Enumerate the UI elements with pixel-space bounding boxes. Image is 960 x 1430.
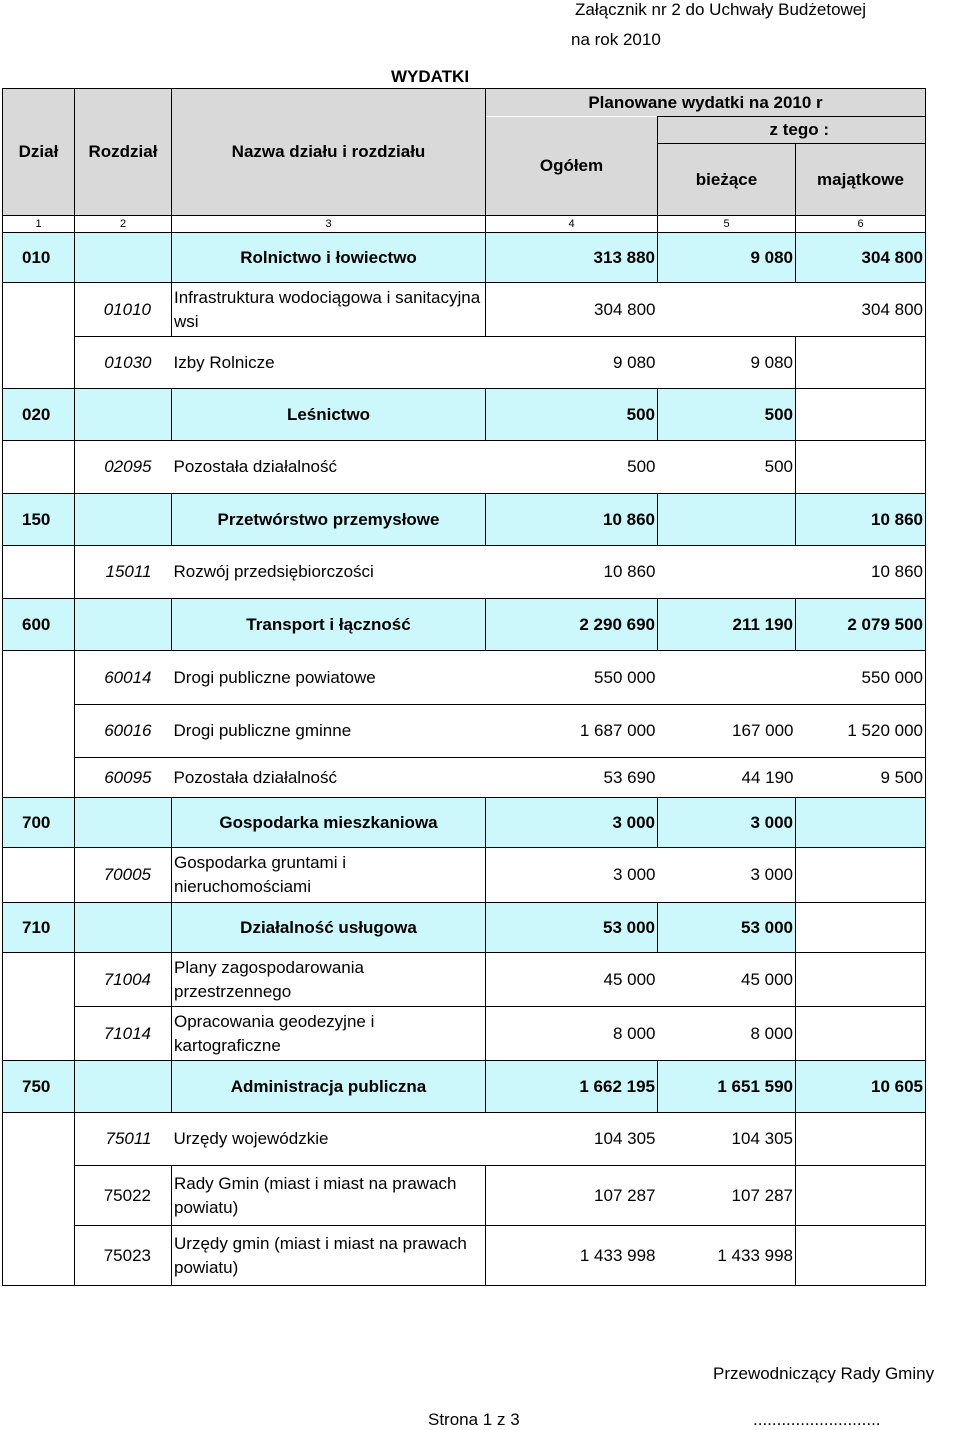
header-majatkowe: majątkowe bbox=[796, 144, 926, 216]
rozdzial-name: Infrastruktura wodociągowa i sanitacyjna wsi bbox=[172, 283, 486, 337]
dzial-code: 010 bbox=[3, 233, 75, 283]
rozdzial-name: Opracowania geodezyjne i kartograficzne bbox=[172, 1007, 486, 1061]
amount-majatkowe: 10 860 bbox=[796, 546, 926, 599]
amount-majatkowe bbox=[796, 1007, 926, 1061]
amount-majatkowe: 10 860 bbox=[796, 494, 926, 546]
amount-ogolem: 104 305 bbox=[486, 1113, 658, 1166]
amount-ogolem: 10 860 bbox=[486, 546, 658, 599]
amount-ogolem: 550 000 bbox=[486, 651, 658, 705]
header-ogolem: Ogółem bbox=[486, 117, 658, 216]
rozdzial-name: Izby Rolnicze bbox=[172, 337, 486, 389]
table-row-section bbox=[3, 233, 926, 283]
rozdzial-code: 60095 bbox=[75, 758, 172, 798]
table-row bbox=[3, 546, 926, 599]
amount-majatkowe bbox=[796, 1166, 926, 1226]
amount-majatkowe bbox=[796, 848, 926, 903]
dzial-code bbox=[3, 705, 75, 758]
rozdzial-code: 15011 bbox=[75, 546, 172, 599]
table-row bbox=[3, 337, 926, 389]
rozdzial-name: Urzędy wojewódzkie bbox=[172, 1113, 486, 1166]
table-row bbox=[3, 848, 926, 903]
dzial-code bbox=[3, 1166, 75, 1226]
table-row bbox=[3, 1007, 926, 1061]
amount-biezace bbox=[658, 546, 796, 599]
rozdzial-name: Drogi publiczne gminne bbox=[172, 705, 486, 758]
rozdzial-code bbox=[75, 389, 172, 441]
amount-majatkowe: 304 800 bbox=[796, 283, 926, 337]
amount-biezace: 9 080 bbox=[658, 337, 796, 389]
rozdzial-code: 71014 bbox=[75, 1007, 172, 1061]
rozdzial-code: 01010 bbox=[75, 283, 172, 337]
amount-majatkowe: 550 000 bbox=[796, 651, 926, 705]
table-row bbox=[3, 283, 926, 337]
dzial-code bbox=[3, 953, 75, 1007]
amount-majatkowe bbox=[796, 389, 926, 441]
table-row bbox=[3, 758, 926, 798]
amount-ogolem: 10 860 bbox=[486, 494, 658, 546]
dzial-code bbox=[3, 758, 75, 798]
rozdzial-code: 71004 bbox=[75, 953, 172, 1007]
amount-biezace: 44 190 bbox=[658, 758, 796, 798]
rozdzial-code bbox=[75, 599, 172, 651]
signature-line: ........................... bbox=[753, 1410, 881, 1429]
attachment-note-line2: na rok 2010 bbox=[571, 30, 661, 49]
amount-biezace: 9 080 bbox=[658, 233, 796, 283]
page-number: Strona 1 z 3 bbox=[428, 1410, 520, 1429]
amount-biezace: 211 190 bbox=[658, 599, 796, 651]
amount-ogolem: 304 800 bbox=[486, 283, 658, 337]
rozdzial-name: Gospodarka gruntami i nieruchomościami bbox=[172, 848, 486, 903]
header-z-tego: z tego : bbox=[658, 117, 926, 144]
rozdzial-code: 02095 bbox=[75, 441, 172, 494]
rozdzial-code bbox=[75, 233, 172, 283]
table-row bbox=[3, 1166, 926, 1226]
rozdzial-name: Rozwój przedsiębiorczości bbox=[172, 546, 486, 599]
header-rozdzial: Rozdział bbox=[75, 89, 172, 216]
expenses-table bbox=[2, 88, 926, 1286]
rozdzial-code: 75022 bbox=[75, 1166, 172, 1226]
amount-ogolem: 1 662 195 bbox=[486, 1061, 658, 1113]
rozdzial-name: Pozostała działalność bbox=[172, 441, 486, 494]
dzial-code bbox=[3, 441, 75, 494]
dzial-code bbox=[3, 1007, 75, 1061]
rozdzial-code bbox=[75, 903, 172, 953]
amount-majatkowe bbox=[796, 441, 926, 494]
section-name: Leśnictwo bbox=[172, 389, 486, 441]
amount-biezace bbox=[658, 651, 796, 705]
attachment-note-line1: Załącznik nr 2 do Uchwały Budżetowej bbox=[575, 0, 867, 19]
amount-biezace: 8 000 bbox=[658, 1007, 796, 1061]
amount-majatkowe bbox=[796, 903, 926, 953]
chairman-label: Przewodniczący Rady Gminy bbox=[713, 1364, 935, 1383]
rozdzial-code: 60014 bbox=[75, 651, 172, 705]
table-row-section bbox=[3, 389, 926, 441]
amount-biezace: 3 000 bbox=[658, 848, 796, 903]
dzial-code: 710 bbox=[3, 903, 75, 953]
rozdzial-code: 01030 bbox=[75, 337, 172, 389]
rozdzial-name: Drogi publiczne powiatowe bbox=[172, 651, 486, 705]
amount-ogolem: 53 690 bbox=[486, 758, 658, 798]
column-number: 1 bbox=[3, 216, 75, 233]
rozdzial-name: Plany zagospodarowania przestrzennego bbox=[172, 953, 486, 1007]
amount-majatkowe: 2 079 500 bbox=[796, 599, 926, 651]
table-row-section bbox=[3, 903, 926, 953]
amount-ogolem: 45 000 bbox=[486, 953, 658, 1007]
section-name: Administracja publiczna bbox=[172, 1061, 486, 1113]
rozdzial-code bbox=[75, 798, 172, 848]
dzial-code bbox=[3, 651, 75, 705]
dzial-code: 150 bbox=[3, 494, 75, 546]
dzial-code bbox=[3, 1226, 75, 1286]
rozdzial-name: Rady Gmin (miast i miast na prawach powiatu) bbox=[172, 1166, 486, 1226]
rozdzial-code bbox=[75, 494, 172, 546]
table-row-section bbox=[3, 494, 926, 546]
amount-ogolem: 313 880 bbox=[486, 233, 658, 283]
amount-biezace: 104 305 bbox=[658, 1113, 796, 1166]
amount-biezace: 3 000 bbox=[658, 798, 796, 848]
amount-ogolem: 2 290 690 bbox=[486, 599, 658, 651]
table-row bbox=[3, 441, 926, 494]
amount-ogolem: 500 bbox=[486, 441, 658, 494]
amount-ogolem: 3 000 bbox=[486, 798, 658, 848]
amount-majatkowe bbox=[796, 1226, 926, 1286]
page-title: WYDATKI bbox=[391, 67, 470, 86]
amount-majatkowe: 9 500 bbox=[796, 758, 926, 798]
header-biezace: bieżące bbox=[658, 144, 796, 216]
amount-ogolem: 8 000 bbox=[486, 1007, 658, 1061]
section-name: Gospodarka mieszkaniowa bbox=[172, 798, 486, 848]
column-number: 6 bbox=[796, 216, 926, 233]
header-nazwa: Nazwa działu i rozdziału bbox=[172, 89, 486, 216]
table-row bbox=[3, 1113, 926, 1166]
amount-ogolem: 500 bbox=[486, 389, 658, 441]
dzial-code bbox=[3, 1113, 75, 1166]
dzial-code bbox=[3, 546, 75, 599]
amount-majatkowe: 1 520 000 bbox=[796, 705, 926, 758]
table-row bbox=[3, 1226, 926, 1286]
amount-ogolem: 1 433 998 bbox=[486, 1226, 658, 1286]
column-number: 5 bbox=[658, 216, 796, 233]
amount-biezace: 500 bbox=[658, 389, 796, 441]
rozdzial-code: 75011 bbox=[75, 1113, 172, 1166]
rozdzial-code bbox=[75, 1061, 172, 1113]
dzial-code bbox=[3, 283, 75, 337]
amount-biezace: 45 000 bbox=[658, 953, 796, 1007]
dzial-code: 700 bbox=[3, 798, 75, 848]
column-number: 2 bbox=[75, 216, 172, 233]
header-dzial: Dział bbox=[3, 89, 75, 216]
amount-majatkowe bbox=[796, 798, 926, 848]
dzial-code: 020 bbox=[3, 389, 75, 441]
amount-ogolem: 9 080 bbox=[486, 337, 658, 389]
amount-majatkowe bbox=[796, 953, 926, 1007]
amount-biezace: 1 651 590 bbox=[658, 1061, 796, 1113]
amount-majatkowe: 10 605 bbox=[796, 1061, 926, 1113]
amount-biezace bbox=[658, 283, 796, 337]
table-row-section bbox=[3, 798, 926, 848]
amount-biezace: 1 433 998 bbox=[658, 1226, 796, 1286]
section-name: Rolnictwo i łowiectwo bbox=[172, 233, 486, 283]
table-row bbox=[3, 953, 926, 1007]
column-number: 4 bbox=[486, 216, 658, 233]
dzial-code bbox=[3, 337, 75, 389]
amount-ogolem: 1 687 000 bbox=[486, 705, 658, 758]
table-row bbox=[3, 705, 926, 758]
table-row bbox=[3, 651, 926, 705]
table-row-section bbox=[3, 1061, 926, 1113]
amount-ogolem: 3 000 bbox=[486, 848, 658, 903]
header-planowane: Planowane wydatki na 2010 r bbox=[486, 89, 926, 117]
amount-ogolem: 107 287 bbox=[486, 1166, 658, 1226]
amount-biezace: 53 000 bbox=[658, 903, 796, 953]
amount-biezace: 167 000 bbox=[658, 705, 796, 758]
column-number: 3 bbox=[172, 216, 486, 233]
rozdzial-code: 60016 bbox=[75, 705, 172, 758]
section-name: Działalność usługowa bbox=[172, 903, 486, 953]
rozdzial-code: 70005 bbox=[75, 848, 172, 903]
amount-ogolem: 53 000 bbox=[486, 903, 658, 953]
amount-majatkowe bbox=[796, 337, 926, 389]
dzial-code: 600 bbox=[3, 599, 75, 651]
amount-majatkowe bbox=[796, 1113, 926, 1166]
section-name: Przetwórstwo przemysłowe bbox=[172, 494, 486, 546]
amount-biezace bbox=[658, 494, 796, 546]
dzial-code: 750 bbox=[3, 1061, 75, 1113]
section-name: Transport i łączność bbox=[172, 599, 486, 651]
rozdzial-name: Pozostała działalność bbox=[172, 758, 486, 798]
amount-biezace: 107 287 bbox=[658, 1166, 796, 1226]
dzial-code bbox=[3, 848, 75, 903]
table-row-section bbox=[3, 599, 926, 651]
rozdzial-name: Urzędy gmin (miast i miast na prawach powiatu) bbox=[172, 1226, 486, 1286]
rozdzial-code: 75023 bbox=[75, 1226, 172, 1286]
amount-majatkowe: 304 800 bbox=[796, 233, 926, 283]
amount-biezace: 500 bbox=[658, 441, 796, 494]
